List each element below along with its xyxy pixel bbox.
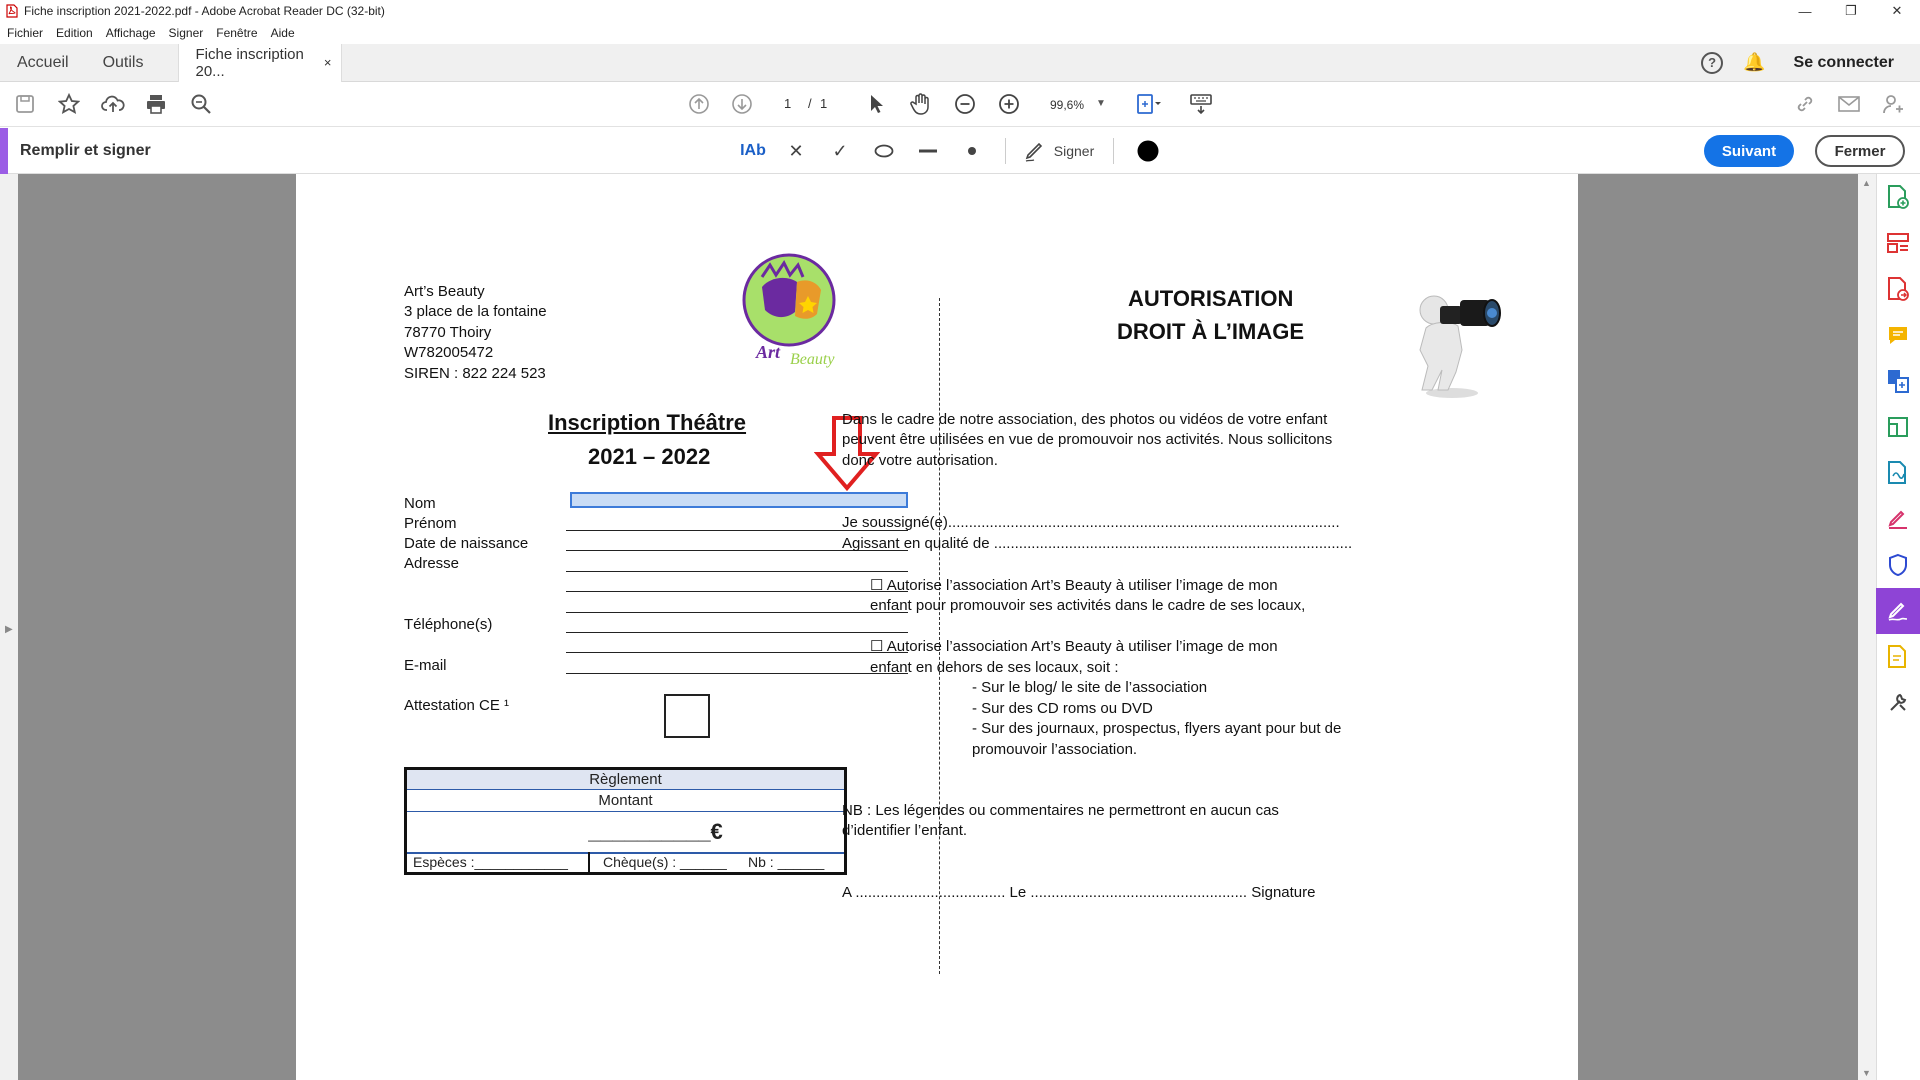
zoom-chevron-down-icon[interactable]: ▼ bbox=[1096, 98, 1106, 109]
email-icon[interactable] bbox=[1836, 91, 1862, 117]
page-number-current[interactable]: 1 bbox=[784, 96, 792, 111]
option-1-line-a[interactable]: ☐ Autorise l’association Art’s Beauty à utiliser l’image de mon bbox=[870, 577, 1278, 594]
fit-page-icon[interactable] bbox=[1136, 91, 1162, 117]
adresse-line-3[interactable] bbox=[566, 612, 908, 613]
telephone-line-1[interactable] bbox=[566, 632, 908, 633]
label-email: E-mail bbox=[404, 657, 447, 674]
comment-icon[interactable] bbox=[1876, 312, 1920, 358]
menu-aide[interactable]: Aide bbox=[270, 26, 295, 40]
hand-tool-icon[interactable] bbox=[908, 91, 934, 117]
page-number-total: 1 bbox=[820, 96, 828, 111]
table-col-divider bbox=[588, 852, 590, 872]
tab-bar-right bbox=[1701, 52, 1920, 74]
table-row-euro[interactable]: __________€ bbox=[588, 819, 723, 844]
toolbar-divider bbox=[1005, 138, 1006, 164]
label-prenom: Prénom bbox=[404, 515, 457, 532]
nb-field[interactable]: Nb : ______ bbox=[748, 854, 825, 870]
label-telephone: Téléphone(s) bbox=[404, 616, 493, 633]
tab-bar bbox=[0, 44, 1920, 82]
bullet-1: - Sur le blog/ le site de l’association bbox=[972, 679, 1208, 696]
star-icon[interactable] bbox=[56, 91, 82, 117]
check-mark-icon[interactable]: ✓ bbox=[832, 140, 848, 161]
menu-fenetre[interactable]: Fenêtre bbox=[216, 26, 258, 40]
circle-mark-icon[interactable] bbox=[871, 138, 897, 164]
keyboard-icon[interactable] bbox=[1188, 91, 1214, 117]
nb-note-1: NB : Les légendes ou commentaires ne permettront en aucun cas bbox=[842, 802, 1279, 819]
edit-pdf-icon[interactable] bbox=[1876, 404, 1920, 450]
pen-sign-icon bbox=[1024, 140, 1048, 162]
org-street: 3 place de la fontaine bbox=[404, 303, 547, 320]
label-adresse: Adresse bbox=[404, 555, 460, 572]
intro-line-3: donc votre autorisation. bbox=[842, 452, 998, 469]
add-user-icon[interactable] bbox=[1880, 91, 1906, 117]
nb-note-2: d’identifier l’enfant. bbox=[842, 822, 968, 839]
left-panel-toggle[interactable] bbox=[0, 174, 18, 1080]
acrobat-icon bbox=[6, 4, 18, 18]
create-pdf-icon[interactable] bbox=[1876, 174, 1920, 220]
help-icon[interactable]: ? bbox=[1701, 52, 1723, 74]
dashed-separator bbox=[939, 298, 940, 974]
cross-mark-icon[interactable]: ✕ bbox=[788, 140, 804, 161]
add-text-tool[interactable]: IAb bbox=[740, 142, 766, 159]
label-nom: Nom bbox=[404, 495, 436, 512]
option-1-line-b: enfant pour promouvoir ses activités dans le cadre de ses locaux, bbox=[870, 597, 1306, 614]
attestation-checkbox[interactable] bbox=[664, 694, 710, 738]
option-2-line-b: enfant en dehors de ses locaux, soit : bbox=[870, 659, 1119, 676]
arts-beauty-logo bbox=[742, 252, 852, 372]
bullet-3b: promouvoir l’association. bbox=[972, 741, 1138, 758]
table-header-reglement: Règlement bbox=[407, 770, 844, 790]
menu-signer[interactable]: Signer bbox=[168, 26, 204, 40]
minimize-button[interactable]: — bbox=[1798, 3, 1812, 19]
upload-cloud-icon[interactable] bbox=[100, 91, 126, 117]
title-bar bbox=[0, 0, 1920, 22]
signature-line[interactable]: A .................................... Le .................................................... Signature bbox=[842, 884, 1316, 901]
intro-line-1: Dans le cadre de notre association, des photos ou vidéos de votre enfant bbox=[842, 411, 1328, 428]
dot-mark-icon[interactable] bbox=[960, 138, 984, 164]
main-toolbar bbox=[0, 82, 1920, 127]
scan-ocr-icon[interactable] bbox=[1876, 450, 1920, 496]
cheque-field[interactable]: Chèque(s) : ______ bbox=[603, 854, 727, 870]
fill-sign-tool-icon[interactable] bbox=[1876, 588, 1920, 634]
telephone-line-2[interactable] bbox=[566, 652, 908, 653]
zoom-select[interactable]: 99,6% bbox=[1050, 98, 1085, 112]
color-picker[interactable] bbox=[1136, 138, 1160, 164]
send-review-icon[interactable] bbox=[1876, 634, 1920, 680]
form-year: 2021 – 2022 bbox=[588, 444, 711, 469]
tab-close-icon[interactable]: × bbox=[323, 55, 332, 70]
restore-button[interactable]: ❐ bbox=[1845, 3, 1857, 18]
fill-sign-label: Remplir et signer bbox=[20, 142, 151, 159]
intro-line-2: peuvent être utilisées en vue de promouvoir nos activités. Nous sollicitons bbox=[842, 431, 1333, 448]
org-siren: SIREN : 822 224 523 bbox=[404, 365, 546, 382]
print-icon[interactable] bbox=[143, 91, 169, 117]
org-city: 78770 Thoiry bbox=[404, 324, 492, 341]
tab-document-label: Fiche inscription 20... bbox=[195, 45, 304, 80]
auth-title-1: AUTORISATION bbox=[1128, 286, 1294, 311]
tab-document[interactable] bbox=[178, 44, 342, 82]
save-icon[interactable] bbox=[12, 91, 38, 117]
label-naissance: Date de naissance bbox=[404, 535, 529, 552]
form-title: Inscription Théâtre bbox=[548, 410, 747, 435]
adresse-line-1[interactable] bbox=[566, 571, 908, 572]
photographer-figure-icon bbox=[1412, 288, 1504, 400]
auth-title-2: DROIT À L’IMAGE bbox=[1117, 319, 1304, 344]
menu-affichage[interactable]: Affichage bbox=[105, 26, 156, 40]
sign-label: Signer bbox=[1053, 143, 1095, 159]
menu-bar bbox=[0, 22, 1920, 44]
scroll-down-icon[interactable]: ▼ bbox=[1862, 1068, 1871, 1078]
export-pdf-icon[interactable] bbox=[1876, 266, 1920, 312]
adresse-line-2[interactable] bbox=[566, 591, 908, 592]
org-code: W782005472 bbox=[404, 344, 494, 361]
bell-icon[interactable]: 🔔 bbox=[1743, 52, 1766, 72]
window-title: Fiche inscription 2021-2022.pdf - Adobe Acrobat Reader DC (32-bit) bbox=[24, 4, 385, 18]
option-2-line-a[interactable]: ☐ Autorise l’association Art’s Beauty à utiliser l’image de mon bbox=[870, 638, 1278, 655]
organize-pages-icon[interactable] bbox=[1876, 220, 1920, 266]
protect-shield-icon[interactable] bbox=[1876, 542, 1920, 588]
menu-edition[interactable]: Edition bbox=[56, 26, 93, 40]
sign-button[interactable] bbox=[1022, 138, 1096, 164]
svg-text:Beauty: Beauty bbox=[790, 351, 835, 368]
svg-text:Art: Art bbox=[756, 342, 781, 362]
scroll-up-icon[interactable]: ▲ bbox=[1862, 178, 1871, 188]
combine-files-icon[interactable] bbox=[1876, 358, 1920, 404]
qualite-field[interactable]: Agissant en qualité de ...................................................................................... bbox=[842, 535, 1353, 552]
tab-outils[interactable]: Outils bbox=[102, 53, 144, 71]
expand-arrow-icon: ▶ bbox=[5, 624, 13, 635]
more-tools-icon[interactable] bbox=[1876, 680, 1920, 726]
soussigne-field[interactable]: Je soussigné(e).............................................................................................. bbox=[842, 514, 1340, 531]
page-up-icon[interactable] bbox=[686, 91, 712, 117]
close-fill-sign-button[interactable]: Fermer bbox=[1815, 135, 1905, 167]
link-icon[interactable] bbox=[1792, 91, 1818, 117]
especes-field[interactable]: Espèces :____________ bbox=[413, 854, 568, 870]
zoom-out-icon[interactable] bbox=[952, 91, 978, 117]
next-button[interactable]: Suivant bbox=[1704, 135, 1794, 167]
org-name: Art’s Beauty bbox=[404, 283, 485, 300]
request-signature-icon[interactable] bbox=[1876, 496, 1920, 542]
close-window-button[interactable]: ✕ bbox=[1891, 3, 1903, 18]
select-pointer-icon[interactable] bbox=[864, 91, 890, 117]
pdf-page bbox=[296, 174, 1578, 1080]
tab-accueil[interactable]: Accueil bbox=[17, 53, 69, 71]
vertical-scrollbar[interactable] bbox=[1858, 174, 1876, 1080]
bullet-3a: - Sur des journaux, prospectus, flyers ayant pour but de bbox=[972, 720, 1342, 737]
search-icon[interactable] bbox=[188, 91, 214, 117]
toolbar-divider-2 bbox=[1113, 138, 1114, 164]
fill-sign-bar bbox=[0, 128, 1920, 174]
label-attestation: Attestation CE ¹ bbox=[404, 697, 510, 714]
line-mark-icon[interactable] bbox=[916, 138, 940, 164]
zoom-in-icon[interactable] bbox=[996, 91, 1022, 117]
menu-fichier[interactable]: Fichier bbox=[7, 26, 44, 40]
payment-table bbox=[404, 767, 847, 875]
page-down-icon[interactable] bbox=[729, 91, 755, 117]
nom-input-field[interactable] bbox=[570, 492, 908, 508]
email-line[interactable] bbox=[566, 673, 908, 674]
table-row-montant: Montant bbox=[407, 790, 844, 812]
bullet-2: - Sur des CD roms ou DVD bbox=[972, 700, 1153, 717]
page-separator: / bbox=[808, 96, 812, 111]
fill-sign-accent bbox=[0, 128, 8, 174]
signin-button[interactable]: Se connecter bbox=[1793, 53, 1894, 71]
